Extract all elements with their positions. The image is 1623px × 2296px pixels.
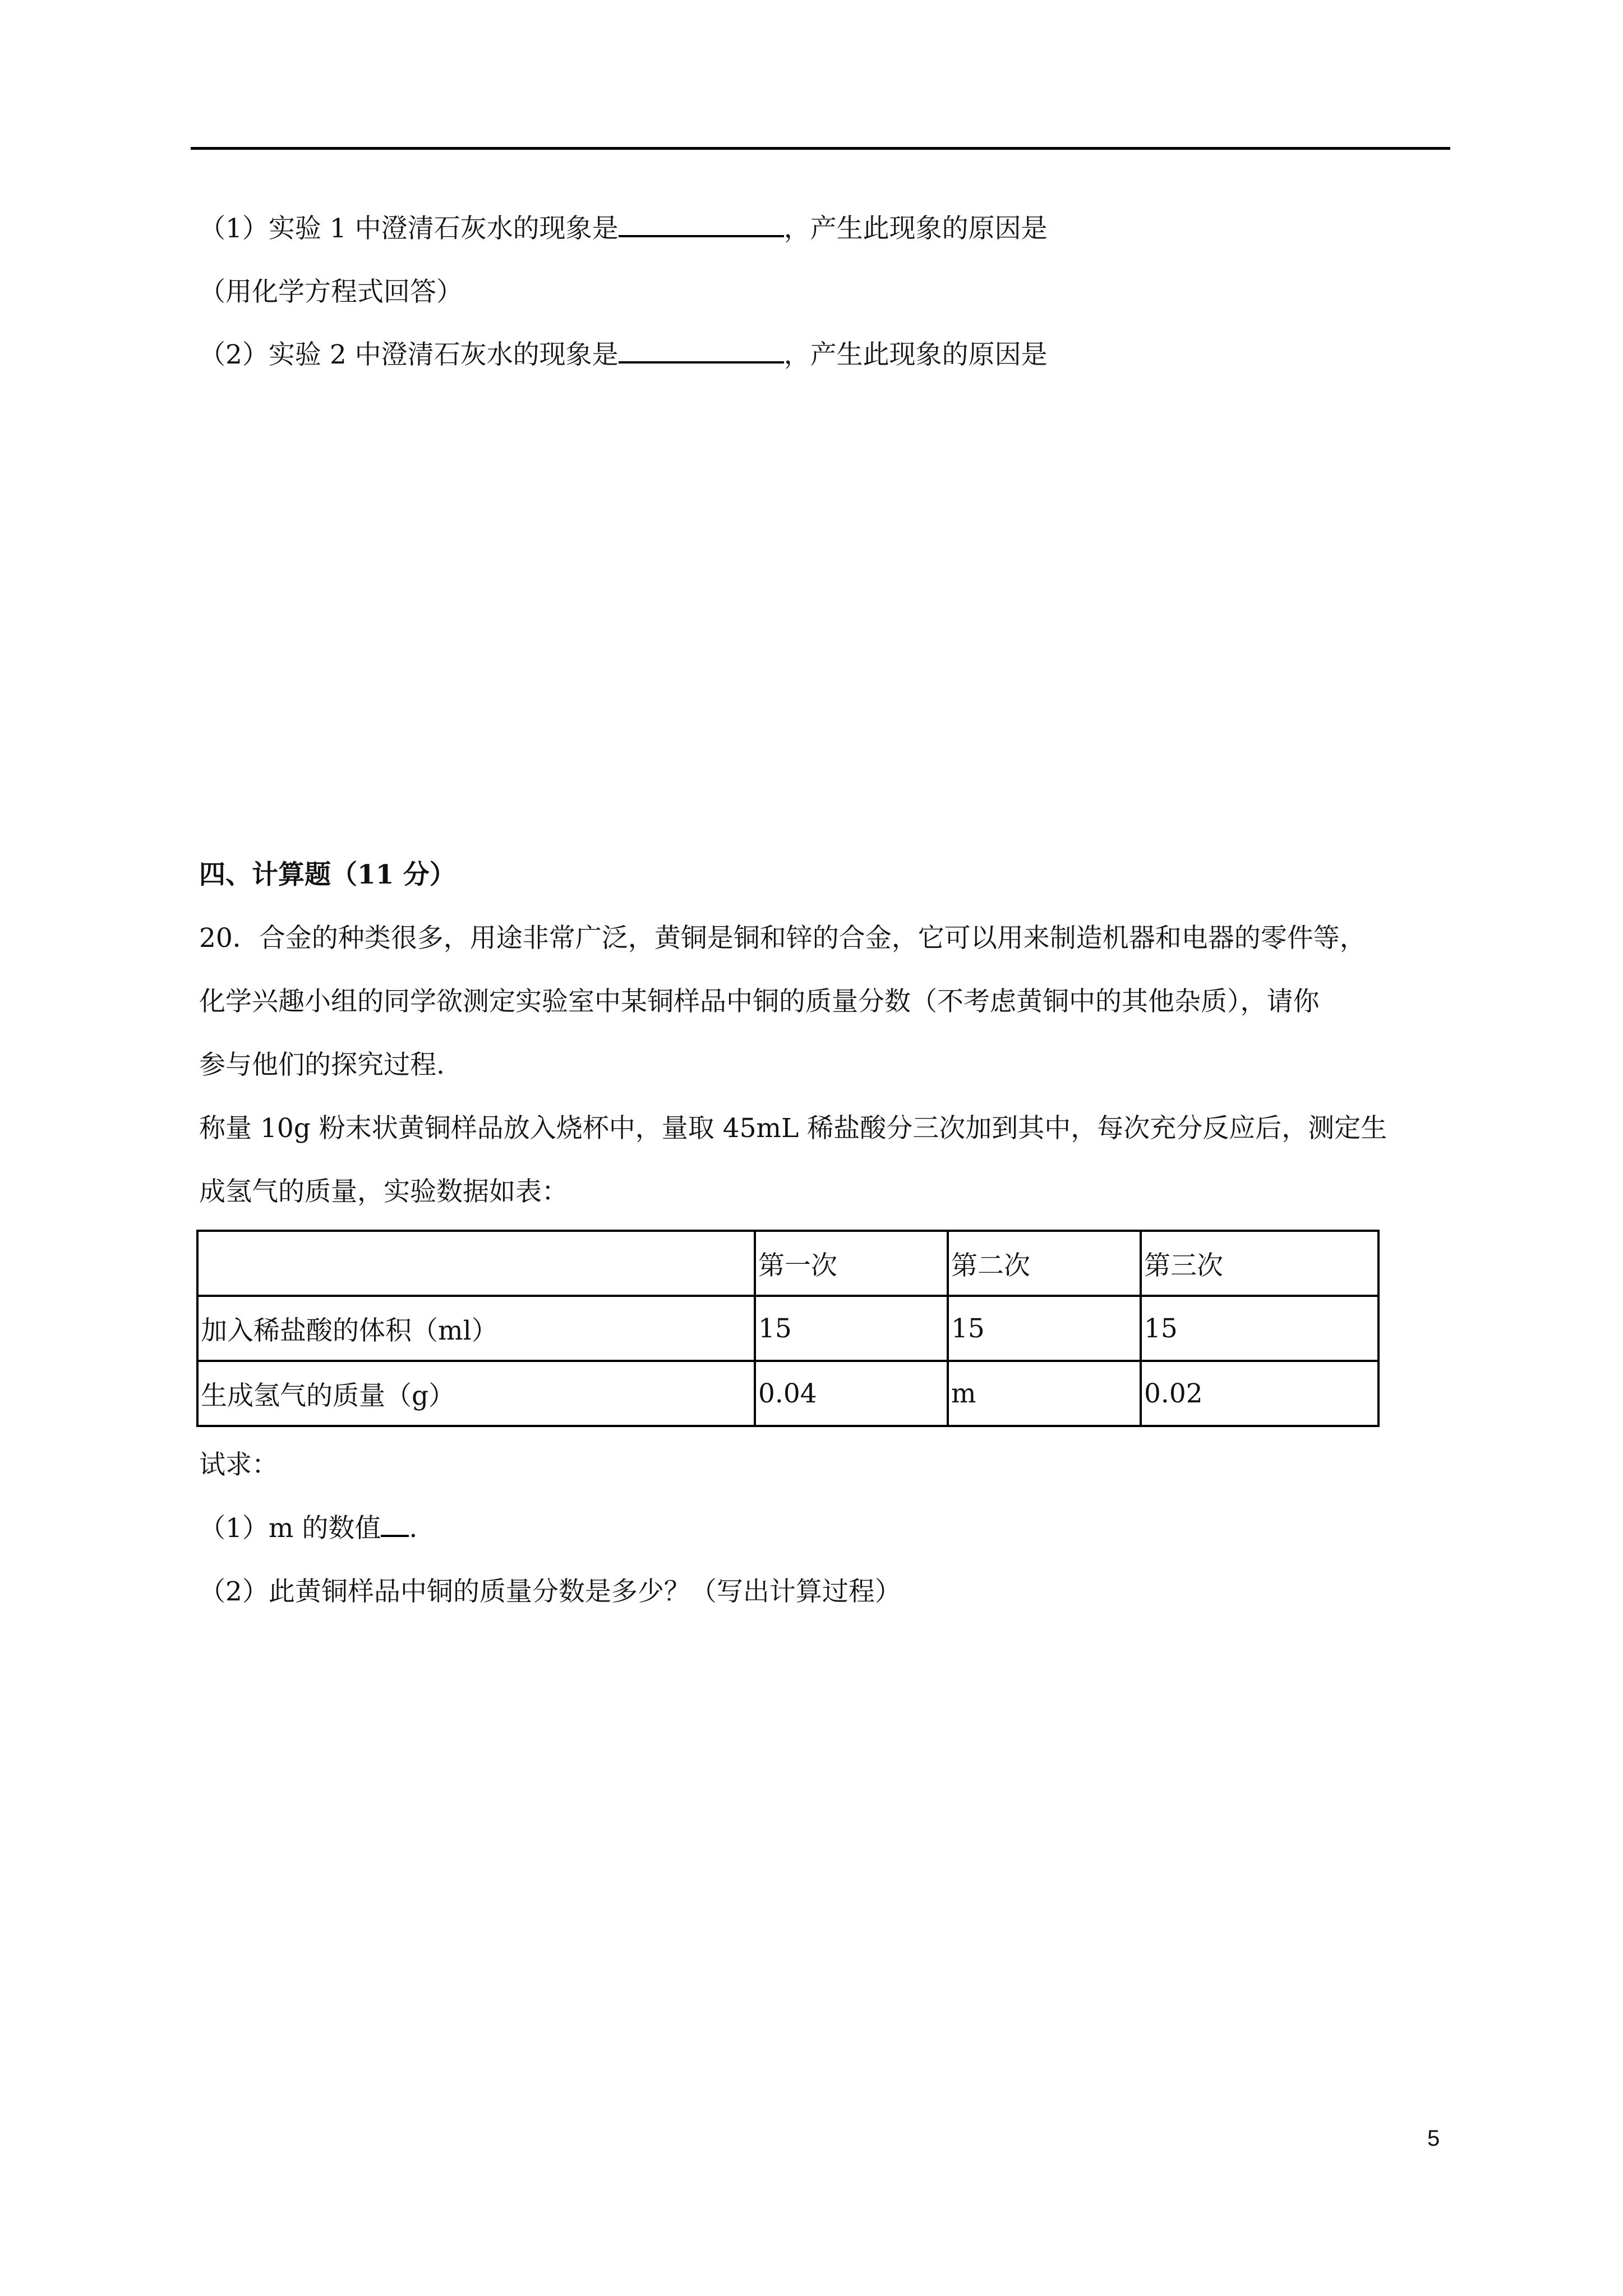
q19-hint-line: （用化学方程式回答） (199, 277, 463, 307)
q20-paragraph-line: 称量 10g 粉末状黄铜样品放入烧杯中，量取 45mL 稀盐酸分三次加到其中，每次充分反应后，测定生 (199, 1113, 1387, 1144)
page-number: 5 (1427, 2126, 1440, 2151)
table-row (197, 1361, 1378, 1426)
table-header-cell: 第三次 (1141, 1231, 1378, 1296)
table-cell: 0.04 (755, 1361, 948, 1426)
section-heading: 四、计算题（11 分） (199, 859, 456, 890)
table-header-row (197, 1231, 1378, 1296)
answer-blank-1[interactable] (619, 213, 784, 237)
q19-part1-suffix: ，产生此现象的原因是 (783, 213, 1048, 244)
table-cell: 生成氢气的质量（g） (197, 1361, 755, 1426)
table-cell: 0.02 (1141, 1361, 1378, 1426)
table-cell: 加入稀盐酸的体积（ml） (197, 1296, 755, 1361)
table-header-cell (197, 1231, 755, 1296)
q20-sub1-suffix: . (409, 1513, 418, 1544)
table-header-cell: 第二次 (948, 1231, 1141, 1296)
table-cell: 15 (1141, 1296, 1378, 1361)
q20-paragraph-line: 20．合金的种类很多，用途非常广泛，黄铜是铜和锌的合金，它可以用来制造机器和电器的零件等， (199, 923, 1366, 954)
q20-sub2-line: （2）此黄铜样品中铜的质量分数是多少？（写出计算过程） (199, 1576, 901, 1607)
answer-blank-2[interactable] (619, 339, 784, 364)
q20-paragraph-line: 参与他们的探究过程. (199, 1050, 445, 1080)
table-header-cell: 第一次 (755, 1231, 948, 1296)
q20-paragraph-line: 成氢气的质量，实验数据如表： (199, 1176, 568, 1207)
table-cell: 15 (948, 1296, 1141, 1361)
q19-part2-line (199, 338, 1048, 372)
q20-paragraph-line: 化学兴趣小组的同学欲测定实验室中某铜样品中铜的质量分数（不考虑黄铜中的其他杂质），请你 (199, 986, 1320, 1017)
experiment-data-table (196, 1230, 1380, 1427)
q19-part1-text: （1）实验 1 中澄清石灰水的现象是 (199, 213, 619, 244)
q19-part1-line (199, 212, 1048, 246)
q20-ask-line: 试求： (199, 1450, 278, 1480)
table-cell: m (948, 1361, 1141, 1426)
table-row (197, 1296, 1378, 1361)
header-rule (191, 147, 1450, 150)
q20-sub1-text: （1）m 的数值 (199, 1513, 381, 1544)
q19-part2-text: （2）实验 2 中澄清石灰水的现象是 (199, 339, 619, 370)
answer-blank-3[interactable] (381, 1512, 409, 1537)
q20-sub1-line (199, 1512, 417, 1545)
table-cell: 15 (755, 1296, 948, 1361)
q19-part2-suffix: ，产生此现象的原因是 (783, 339, 1048, 370)
